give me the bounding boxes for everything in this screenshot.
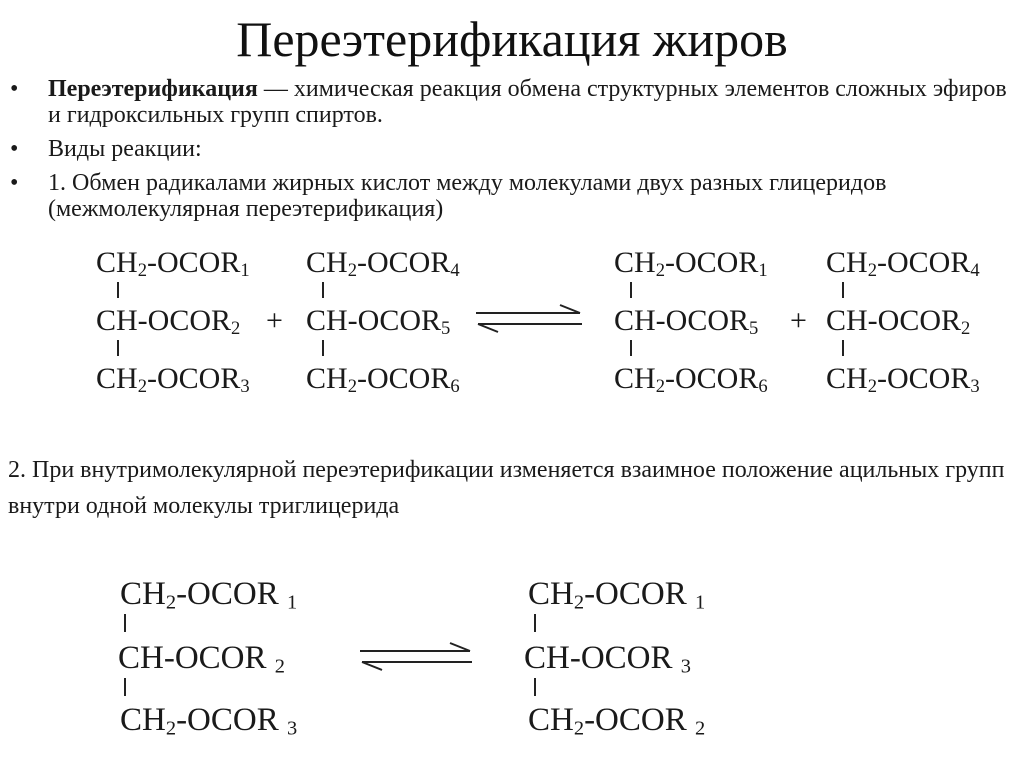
r1-plus-right: + [790, 304, 807, 337]
r1-m3-bot: $CH_2-OCOR_6$ [614, 362, 768, 398]
r1-m4-bond-upper [842, 282, 844, 298]
r2-m2-bot: $CH_2$-OCOR $_2$ [528, 702, 706, 740]
r1-m2-mid: $CH-OCOR_5$ [306, 304, 451, 340]
bullet-dot: • [10, 136, 19, 162]
r2-m1-top: $CH_2$-OCOR $_1$ [120, 576, 298, 614]
bullet-list [8, 76, 1008, 230]
r1-m1-bond-upper [117, 282, 119, 298]
r2-m1-bond-upper [124, 614, 126, 632]
r1-plus-left: + [266, 304, 283, 337]
bullet-definition [8, 76, 1008, 128]
r1-m1-bond-lower [117, 340, 119, 356]
bullet-type-1 [8, 170, 1008, 222]
r1-m4-bot: $CH_2-OCOR_3$ [826, 362, 980, 398]
r1-m2-bond-upper [322, 282, 324, 298]
r2-m1-bot: $CH_2$-OCOR $_3$ [120, 702, 298, 740]
r1-m1-mid: $CH-OCOR_2$ [96, 304, 241, 340]
r1-m3-mid: $CH-OCOR_5$ [614, 304, 759, 340]
r1-m1-top: $CH_2-OCOR_1$ [96, 246, 250, 282]
r1-m1-bot: $CH_2-OCOR_3$ [96, 362, 250, 398]
types-text: Виды реакции: [48, 136, 202, 162]
r1-m2-bond-lower [322, 340, 324, 356]
definition-text: — химическая реакция обмена структурных элементов сложных эфиров и гидроксильных групп спиртов. [48, 76, 1007, 128]
slide-title: Переэтерификация жиров [236, 11, 788, 67]
bullet-types [8, 136, 1008, 162]
equilibrium-arrows-icon [358, 642, 474, 672]
r2-m2-bond-upper [534, 614, 536, 632]
r1-m2-top: $CH_2-OCOR_4$ [306, 246, 460, 282]
type-1-text: 1. Обмен радикалами жирных кислот между молекулами двух разных глицеридов (межмолекулярная переэтерификация) [48, 170, 887, 222]
r2-m2-bond-lower [534, 678, 536, 696]
r2-m2-top: $CH_2$-OCOR $_1$ [528, 576, 706, 614]
equilibrium-arrows-icon [474, 304, 584, 334]
r1-m2-bot: $CH_2-OCOR_6$ [306, 362, 460, 398]
r1-m3-top: $CH_2-OCOR_1$ [614, 246, 768, 282]
r1-m3-bond-lower [630, 340, 632, 356]
intramolecular-paragraph: 2. При внутримолекулярной переэтерификации изменяется взаимное положение ацильных групп внутри одной молекулы триглицерида [8, 457, 1005, 519]
r1-m4-mid: $CH-OCOR_2$ [826, 304, 971, 340]
bullet-dot: • [10, 170, 19, 196]
term-bold: Переэтерификация [48, 76, 258, 102]
r2-m1-mid: CH-OCOR $_2$ [118, 640, 285, 678]
r2-m1-bond-lower [124, 678, 126, 696]
r2-m2-mid: CH-OCOR $_3$ [524, 640, 691, 678]
bullet-dot: • [10, 76, 19, 102]
r1-m4-bond-lower [842, 340, 844, 356]
r1-m3-bond-upper [630, 282, 632, 298]
r1-m4-top: $CH_2-OCOR_4$ [826, 246, 980, 282]
